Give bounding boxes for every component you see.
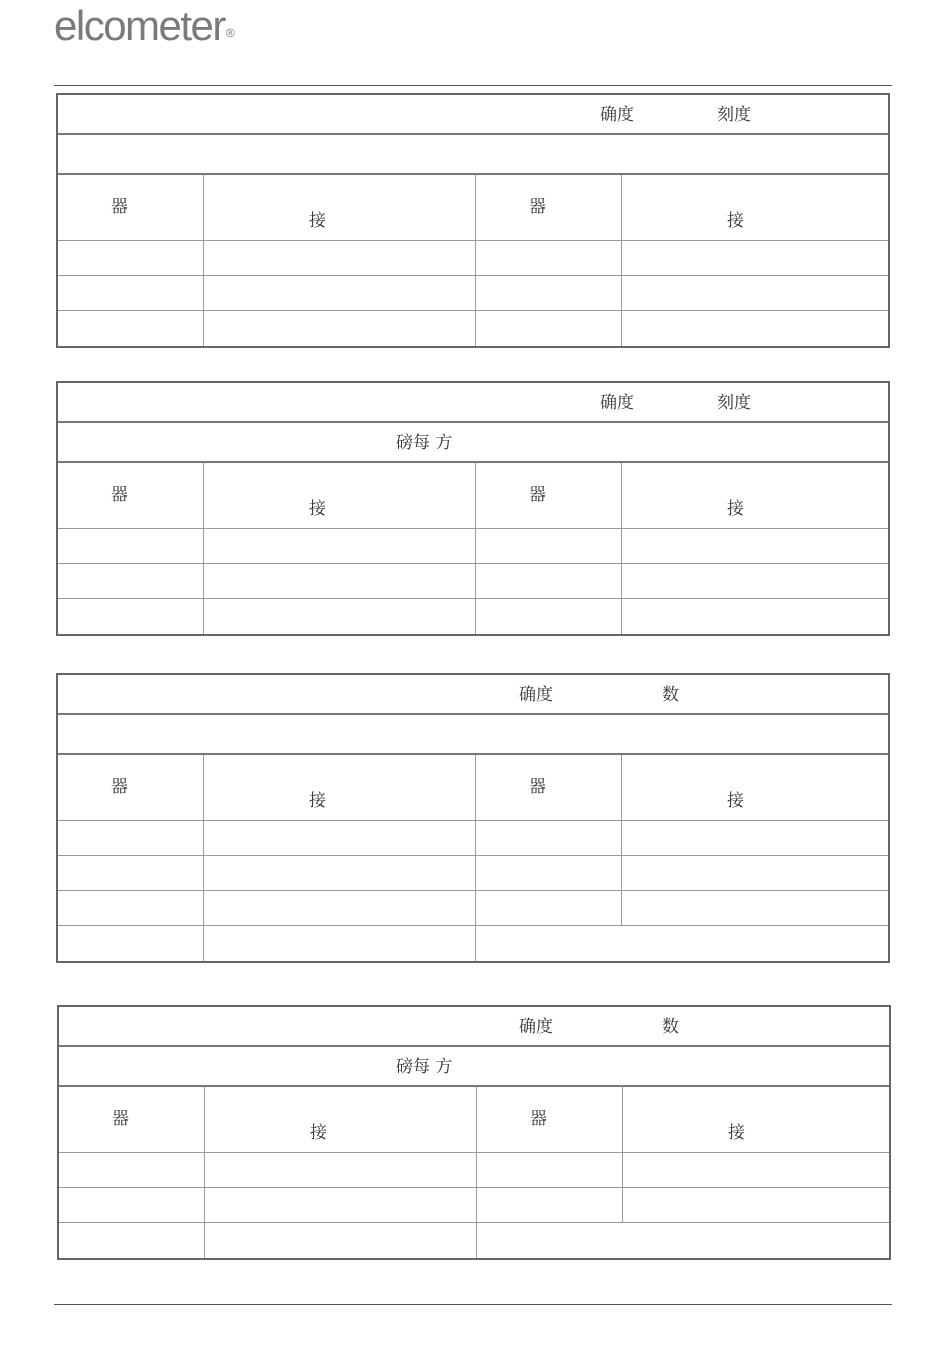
col-label: 器 (529, 485, 546, 505)
table-1 (56, 93, 890, 348)
table-row (58, 276, 888, 311)
table-cell[interactable] (476, 891, 622, 925)
table-cell[interactable] (622, 241, 888, 275)
table-cell[interactable] (59, 1223, 205, 1258)
table-cell[interactable] (476, 241, 622, 275)
col-label: 器 (111, 485, 128, 505)
table-cell[interactable] (204, 529, 476, 563)
table-row (58, 241, 888, 276)
col-label: 接 (309, 791, 326, 811)
table-cell[interactable] (58, 821, 204, 855)
col-label: 接 (727, 211, 744, 231)
table-cell[interactable] (205, 1188, 477, 1222)
table-cell[interactable] (204, 821, 476, 855)
table-row (59, 1223, 889, 1258)
table-row (58, 463, 888, 529)
top-rule (54, 85, 892, 86)
table-cell[interactable] (204, 856, 476, 890)
table-cell[interactable] (622, 311, 888, 346)
table-cell[interactable] (477, 1223, 889, 1258)
table-row (58, 175, 888, 241)
bottom-rule (54, 1304, 892, 1305)
table-cell[interactable] (58, 529, 204, 563)
header-cell (204, 463, 476, 528)
table-3-subtitle-row (58, 715, 888, 755)
table-cell[interactable] (476, 926, 888, 961)
col-label: 接 (309, 499, 326, 519)
header-cell (622, 755, 888, 820)
col-label: 器 (112, 1109, 129, 1129)
col-label: 接 (310, 1123, 327, 1143)
table-cell[interactable] (204, 564, 476, 598)
table-cell[interactable] (476, 599, 622, 634)
table-3 (56, 673, 890, 963)
table-1-header (58, 95, 888, 135)
table-4 (57, 1005, 891, 1260)
table-cell[interactable] (476, 821, 622, 855)
table-cell[interactable] (622, 891, 888, 925)
table-cell[interactable] (622, 856, 888, 890)
table-cell[interactable] (204, 599, 476, 634)
elcometer-logo (54, 2, 232, 50)
table-1-accuracy-label: 确度 (600, 105, 634, 125)
table-cell[interactable] (58, 926, 204, 961)
table-4-grid (59, 1087, 889, 1258)
table-cell[interactable] (58, 599, 204, 634)
table-cell[interactable] (622, 529, 888, 563)
header-cell (623, 1087, 889, 1152)
table-cell[interactable] (476, 276, 622, 310)
table-cell[interactable] (622, 821, 888, 855)
header-cell (622, 463, 888, 528)
col-label: 接 (727, 791, 744, 811)
header-cell (58, 463, 204, 528)
table-row (58, 821, 888, 856)
table-cell[interactable] (622, 564, 888, 598)
col-label: 器 (529, 197, 546, 217)
table-cell[interactable] (205, 1223, 477, 1258)
table-1-grid (58, 175, 888, 346)
table-cell[interactable] (623, 1188, 889, 1222)
col-label: 接 (309, 211, 326, 231)
header-cell (477, 1087, 623, 1152)
registered-mark: ® (225, 26, 234, 40)
table-cell[interactable] (476, 856, 622, 890)
table-row (58, 891, 888, 926)
table-row (59, 1153, 889, 1188)
table-row (58, 564, 888, 599)
table-2-header (58, 383, 888, 423)
table-row (58, 856, 888, 891)
table-3-grid (58, 755, 888, 961)
table-cell[interactable] (58, 564, 204, 598)
table-cell[interactable] (476, 529, 622, 563)
table-1-scale-label: 刻度 (717, 105, 751, 125)
table-cell[interactable] (58, 891, 204, 925)
table-cell[interactable] (58, 241, 204, 275)
table-cell[interactable] (204, 276, 476, 310)
table-cell[interactable] (204, 891, 476, 925)
header-cell (476, 463, 622, 528)
col-label: 器 (529, 777, 546, 797)
table-2 (56, 381, 890, 636)
table-row (58, 529, 888, 564)
col-label: 接 (727, 499, 744, 519)
header-cell (622, 175, 888, 240)
table-row (59, 1087, 889, 1153)
table-4-count-label: 数 (662, 1017, 679, 1037)
table-row (58, 599, 888, 634)
table-2-subtitle-row (58, 423, 888, 463)
table-3-count-label: 数 (662, 685, 679, 705)
table-3-header (58, 675, 888, 715)
header-cell (476, 175, 622, 240)
table-2-scale-label: 刻度 (717, 393, 751, 413)
table-cell[interactable] (477, 1188, 623, 1222)
table-2-grid (58, 463, 888, 634)
col-label: 接 (728, 1123, 745, 1143)
table-cell[interactable] (204, 241, 476, 275)
table-row (58, 926, 888, 961)
table-4-subtitle-row (59, 1047, 889, 1087)
table-row (58, 755, 888, 821)
table-row (58, 311, 888, 346)
table-cell[interactable] (204, 926, 476, 961)
table-2-accuracy-label: 确度 (600, 393, 634, 413)
table-cell[interactable] (623, 1153, 889, 1187)
table-cell[interactable] (59, 1188, 205, 1222)
table-cell[interactable] (58, 856, 204, 890)
col-label: 器 (530, 1109, 547, 1129)
header-cell (204, 175, 476, 240)
table-4-header (59, 1007, 889, 1047)
header-cell (476, 755, 622, 820)
table-cell[interactable] (59, 1153, 205, 1187)
table-cell[interactable] (622, 276, 888, 310)
table-cell[interactable] (204, 311, 476, 346)
table-cell[interactable] (622, 599, 888, 634)
header-cell (59, 1087, 205, 1152)
table-4-accuracy-label: 确度 (519, 1017, 553, 1037)
table-1-subtitle-row (58, 135, 888, 175)
header-cell (205, 1087, 477, 1152)
table-3-accuracy-label: 确度 (519, 685, 553, 705)
table-row (59, 1188, 889, 1223)
header-cell (58, 755, 204, 820)
table-cell[interactable] (477, 1153, 623, 1187)
col-label: 器 (111, 197, 128, 217)
table-cell[interactable] (58, 276, 204, 310)
table-cell[interactable] (476, 311, 622, 346)
table-cell[interactable] (58, 311, 204, 346)
table-cell[interactable] (476, 564, 622, 598)
table-2-subtitle: 磅每 方 (396, 433, 453, 453)
col-label: 器 (111, 777, 128, 797)
header-cell (204, 755, 476, 820)
table-cell[interactable] (205, 1153, 477, 1187)
table-4-subtitle: 磅每 方 (396, 1057, 453, 1077)
header-cell (58, 175, 204, 240)
brand-name: elcometer (54, 2, 225, 49)
